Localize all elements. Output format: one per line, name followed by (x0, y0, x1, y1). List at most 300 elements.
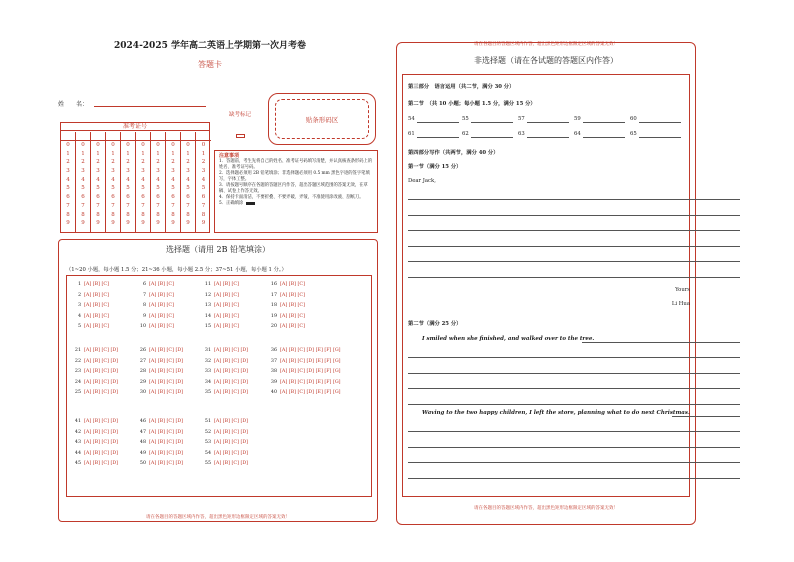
question-row (201, 348, 248, 353)
id-bubble[interactable]: 9 (66, 220, 70, 227)
question-row (136, 314, 174, 319)
id-bubble[interactable]: 7 (141, 202, 145, 209)
note-item: 1．答题前，考生先将自己的姓名、准考证号码填写清楚，并认真核查条形码上的姓名、准考证号码。 (219, 159, 373, 170)
answer-options[interactable]: [A] [B] [C] [D] (84, 358, 119, 364)
id-bubble[interactable]: 0 (201, 142, 206, 148)
answer-options[interactable]: [A] [B] [C] [D] [E] [F] [G] (280, 379, 341, 385)
answer-options[interactable]: [A] [B] [C] [D] (214, 379, 249, 385)
writing-line[interactable] (408, 462, 740, 463)
id-bubble[interactable]: 9 (186, 220, 190, 227)
writing-line[interactable] (582, 342, 740, 343)
question-row (71, 380, 118, 385)
id-bubble[interactable]: 7 (96, 202, 100, 209)
question-row (201, 314, 239, 319)
id-bubble[interactable]: 3 (156, 168, 160, 175)
answer-options[interactable]: [A] [B] [C] (280, 292, 305, 298)
question-row (267, 282, 305, 287)
id-bubble[interactable]: 9 (81, 220, 85, 227)
blank-answer-line[interactable] (639, 137, 681, 138)
id-bubble[interactable]: 6 (81, 194, 85, 201)
writing-line[interactable] (408, 199, 740, 200)
answer-options[interactable]: [A] [B] [C] [D] (149, 450, 184, 456)
id-bubble[interactable]: 7 (81, 202, 85, 209)
question-row (267, 303, 305, 308)
writing-line[interactable] (408, 404, 740, 405)
answer-options[interactable]: [A] [B] [C] (149, 324, 174, 329)
id-bubble[interactable]: 9 (156, 220, 160, 227)
answer-options[interactable]: [A] [B] [C] (214, 324, 239, 329)
question-number: 32 (204, 358, 211, 364)
answer-options[interactable]: [A] [B] [C] (280, 324, 305, 329)
question-row (136, 440, 183, 445)
answer-options[interactable]: [A] [B] [C] [D] [E] [F] [G] (280, 390, 341, 395)
id-bubble[interactable]: 0 (66, 142, 70, 148)
id-bubble[interactable]: 1 (111, 150, 115, 157)
top-warning-right: 请在各题目的答题区域内作答，超出黑色矩形边框限定区域的答案无效！ (474, 42, 618, 47)
question-number: 45 (74, 461, 81, 466)
id-write-cell[interactable] (136, 132, 150, 141)
id-bubble[interactable]: 9 (111, 220, 115, 227)
question-number: 27 (139, 358, 146, 364)
blank-number: 59 (574, 116, 581, 122)
question-number: 52 (204, 429, 211, 435)
id-bubble[interactable]: 8 (186, 211, 190, 218)
answer-options[interactable]: [A] [B] [C] (84, 324, 109, 329)
id-bubble[interactable]: 4 (186, 176, 190, 183)
id-bubble[interactable]: 3 (96, 168, 100, 175)
id-bubble[interactable]: 9 (126, 220, 130, 227)
barcode-area: 贴条形码区 (275, 99, 369, 139)
blank-answer-line[interactable] (417, 137, 459, 138)
id-bubble[interactable]: 1 (156, 150, 160, 157)
id-bubble[interactable]: 4 (171, 176, 175, 183)
question-number: 38 (270, 369, 277, 374)
question-number: 7 (142, 292, 146, 298)
answer-options[interactable]: [A] [B] [C] [D] (84, 369, 119, 374)
notes-title: 注意事项 (219, 153, 240, 159)
blank-answer-line[interactable] (527, 122, 569, 123)
question-number: 55 (204, 461, 211, 466)
question-number: 29 (139, 379, 146, 385)
answer-options[interactable]: [A] [B] [C] [D] (149, 461, 184, 466)
note-item: 2．选择题必须用 2B 铅笔填涂；非选择题必须用 0.5 mm 黑色字迹的签字笔填写，字体工整。 (219, 171, 370, 182)
notes-box (214, 150, 378, 233)
id-bubble[interactable]: 4 (96, 176, 100, 183)
answer-options[interactable]: [A] [B] [C] [D] (149, 379, 184, 385)
id-bubble[interactable]: 1 (66, 150, 70, 157)
answer-options[interactable]: [A] [B] [C] [D] [E] [F] [G] (280, 369, 341, 374)
id-bubble[interactable]: 2 (96, 159, 100, 166)
answer-options[interactable]: [A] [B] [C] (214, 292, 239, 298)
answer-options[interactable]: [A] [B] [C] (214, 303, 239, 308)
id-bubble[interactable]: 5 (186, 185, 190, 192)
id-bubble[interactable]: 8 (81, 211, 85, 218)
id-bubble[interactable]: 0 (141, 142, 145, 148)
question-row (71, 314, 109, 319)
id-bubble[interactable]: 9 (96, 220, 100, 227)
answer-options[interactable]: [A] [B] [C] [D] (84, 461, 119, 466)
id-bubble[interactable]: 1 (126, 150, 130, 157)
question-number: 20 (270, 324, 277, 329)
id-digit-column (76, 132, 91, 233)
answer-options[interactable]: [A] [B] [C] [D] (84, 390, 119, 395)
answer-options[interactable]: [A] [B] [C] [D] (214, 450, 249, 456)
answer-options[interactable]: [A] [B] [C] [D] (149, 419, 184, 424)
question-row (201, 440, 248, 445)
question-number: 23 (74, 369, 81, 374)
id-bubble[interactable]: 6 (96, 194, 100, 201)
id-bubble[interactable]: 9 (201, 220, 206, 227)
id-bubble[interactable]: 2 (81, 159, 85, 166)
id-write-cell[interactable] (106, 132, 120, 141)
id-bubble[interactable]: 3 (111, 168, 115, 175)
id-bubble[interactable]: 7 (66, 202, 70, 209)
answer-options[interactable]: [A] [B] [C] [D] (149, 429, 184, 435)
id-bubble[interactable]: 1 (96, 150, 100, 157)
answer-options[interactable]: [A] [B] [C] [D] (149, 440, 184, 445)
id-bubble[interactable]: 0 (156, 142, 160, 148)
question-row (71, 348, 118, 353)
id-bubble[interactable]: 0 (126, 142, 130, 148)
continuation-prompt-1: I smiled when she finished, and walked over to the tree. (422, 336, 595, 342)
id-bubble[interactable]: 0 (96, 142, 100, 148)
id-bubble[interactable]: 4 (141, 176, 145, 183)
id-bubble[interactable]: 5 (141, 185, 145, 192)
answer-options[interactable]: [A] [B] [C] (149, 303, 174, 308)
question-row (136, 390, 183, 395)
writing-line[interactable] (408, 230, 740, 231)
writing-line[interactable] (408, 261, 740, 262)
question-row (267, 314, 305, 319)
question-number: 49 (139, 450, 146, 456)
id-bubble[interactable]: 2 (186, 159, 190, 166)
id-bubble[interactable]: 8 (141, 211, 145, 218)
id-bubble[interactable]: 8 (156, 211, 160, 218)
id-bubble[interactable]: 8 (96, 211, 100, 218)
answer-options[interactable]: [A] [B] [C] (280, 313, 305, 319)
answer-options[interactable]: [A] [B] [C] (280, 303, 305, 308)
writing1-heading: 第一节（满分 15 分） (408, 164, 462, 170)
writing-line[interactable] (672, 416, 740, 417)
answer-options[interactable]: [A] [B] [C] [D] (84, 348, 119, 353)
blank-answer-line[interactable] (417, 122, 459, 123)
id-write-cell[interactable] (166, 132, 180, 141)
id-bubble[interactable]: 2 (126, 159, 130, 166)
id-bubble[interactable]: 2 (141, 159, 145, 166)
id-bubble[interactable]: 1 (201, 150, 206, 157)
id-bubble[interactable]: 2 (156, 159, 160, 166)
question-row (201, 369, 248, 374)
question-number: 35 (204, 390, 211, 395)
writing-line[interactable] (408, 246, 740, 247)
part4-heading: 第四部分写作（共两节，满分 40 分） (408, 150, 499, 156)
question-number: 8 (142, 303, 146, 308)
question-row (267, 348, 341, 353)
id-bubble[interactable]: 7 (126, 202, 130, 209)
answer-options[interactable]: [A] [B] [C] [D] (214, 369, 249, 374)
question-row (267, 390, 341, 395)
id-bubble[interactable]: 2 (66, 159, 70, 166)
answer-options[interactable]: [A] [B] [C] [D] (214, 348, 249, 353)
question-number: 16 (270, 282, 277, 287)
answer-options[interactable]: [A] [B] [C] [D] (214, 429, 249, 435)
id-bubble[interactable]: 5 (81, 185, 85, 192)
question-row (71, 282, 109, 287)
id-bubble[interactable]: 8 (201, 211, 206, 218)
blank-number: 54 (408, 116, 415, 122)
question-number: 13 (204, 303, 211, 308)
id-bubble[interactable]: 0 (81, 142, 85, 148)
id-write-cell[interactable] (121, 132, 135, 141)
question-number: 51 (204, 419, 211, 424)
absent-checkbox[interactable] (236, 134, 245, 138)
answer-options[interactable]: [A] [B] [C] (280, 282, 305, 287)
id-bubble[interactable]: 5 (201, 185, 206, 192)
answer-options[interactable]: [A] [B] [C] [D] (84, 440, 119, 445)
question-number: 46 (139, 419, 146, 424)
id-bubble[interactable]: 7 (171, 202, 175, 209)
id-bubble[interactable]: 7 (201, 202, 206, 209)
id-bubble[interactable]: 2 (171, 159, 175, 166)
id-bubble[interactable]: 3 (81, 168, 85, 175)
answer-options[interactable]: [A] [B] [C] (214, 313, 239, 319)
id-bubble[interactable]: 4 (126, 176, 130, 183)
question-row (267, 369, 341, 374)
id-digit-column (181, 132, 196, 233)
id-bubble[interactable]: 3 (171, 168, 175, 175)
continuation-prompt-2: Waving to the two happy children, I left the store, planning what to do next Christmas. (422, 410, 690, 416)
question-number: 39 (270, 379, 277, 385)
id-bubble[interactable]: 5 (66, 185, 70, 192)
id-bubble[interactable]: 1 (186, 150, 190, 157)
question-number: 19 (270, 313, 277, 319)
answer-options[interactable]: [A] [B] [C] [D] (84, 419, 119, 424)
answer-options[interactable]: [A] [B] [C] [D] (149, 390, 184, 395)
question-row (136, 451, 183, 456)
id-digit-column (61, 132, 76, 233)
blank-answer-line[interactable] (583, 137, 625, 138)
id-bubble[interactable]: 3 (141, 168, 145, 175)
section2-heading: 第二节 （共 10 小题；每小题 1.5 分，满分 15 分） (408, 101, 536, 107)
id-bubble[interactable]: 3 (126, 168, 130, 175)
question-number: 31 (204, 348, 211, 353)
id-write-cell[interactable] (151, 132, 165, 141)
question-row (71, 430, 118, 435)
id-bubble[interactable]: 8 (126, 211, 130, 218)
answer-options[interactable]: [A] [B] [C] [D] (214, 390, 249, 395)
id-bubble[interactable]: 6 (156, 194, 160, 201)
blank-answer-line[interactable] (471, 137, 513, 138)
id-bubble[interactable]: 0 (171, 142, 175, 148)
bottom-warning-left: 请在各题目的答题区域内作答，超出黑色矩形边框限定区域的答案无效！ (146, 515, 290, 520)
question-number: 36 (270, 348, 277, 353)
id-bubble[interactable]: 6 (186, 194, 190, 201)
question-row (136, 324, 174, 329)
exam-title: 2024-2025 学年高二英语上学期第一次月考卷 (114, 41, 306, 51)
question-row (136, 369, 183, 374)
id-bubble[interactable]: 4 (66, 176, 70, 183)
answer-options[interactable]: [A] [B] [C] (84, 292, 109, 298)
id-bubble[interactable]: 8 (111, 211, 115, 218)
name-field[interactable] (94, 106, 206, 107)
student-id-grid (60, 122, 210, 233)
writing-line[interactable] (408, 373, 740, 374)
id-bubble[interactable]: 1 (171, 150, 175, 157)
blank-number: 57 (518, 116, 525, 122)
id-bubble[interactable]: 4 (111, 176, 115, 183)
answer-options[interactable]: [A] [B] [C] [D] (84, 450, 119, 456)
writing-line[interactable] (408, 478, 740, 479)
id-bubble[interactable]: 6 (111, 194, 115, 201)
question-row (201, 419, 248, 424)
blank-number: 63 (518, 131, 525, 137)
question-row (71, 451, 118, 456)
answer-options[interactable]: [A] [B] [C] (214, 282, 239, 287)
answer-options[interactable]: [A] [B] [C] [D] (214, 461, 249, 466)
question-area (66, 275, 372, 497)
writing-line[interactable] (408, 215, 740, 216)
id-bubble[interactable]: 0 (186, 142, 190, 148)
answer-options[interactable]: [A] [B] [C] (84, 303, 109, 308)
writing-line[interactable] (408, 447, 740, 448)
question-row (201, 324, 239, 329)
question-row (136, 430, 183, 435)
question-row (201, 380, 248, 385)
filled-mark-example (246, 202, 255, 205)
question-row (71, 324, 109, 329)
id-bubble[interactable]: 7 (111, 202, 115, 209)
id-bubble[interactable]: 3 (66, 168, 70, 175)
question-number: 42 (74, 429, 81, 435)
note-item: 3．请按题号顺序在各题的答题区内作答，超出答题区域范围的答案无效，在草稿、试卷上作答无效。 (219, 183, 368, 194)
question-row (201, 303, 239, 308)
question-number: 3 (77, 303, 81, 308)
writing-line[interactable] (408, 431, 740, 432)
question-number: 24 (74, 379, 81, 385)
multiple-choice-instruction: （1~20 小题，每小题 1.5 分；21~36 小题，每小题 2.5 分；37~51 小题，每小题 1 分。） (66, 267, 287, 273)
question-row (136, 282, 174, 287)
question-row (71, 419, 118, 424)
id-bubble[interactable]: 7 (156, 202, 160, 209)
question-row (71, 293, 109, 298)
blank-number: 62 (462, 131, 469, 137)
id-write-cell[interactable] (181, 132, 195, 141)
blank-answer-line[interactable] (471, 122, 513, 123)
blank-answer-line[interactable] (639, 122, 681, 123)
answer-options[interactable]: [A] [B] [C] [D] (149, 369, 184, 374)
id-bubble[interactable]: 5 (171, 185, 175, 192)
question-row (71, 303, 109, 308)
answer-options[interactable]: [A] [B] [C] [D] [E] [F] [G] (280, 358, 341, 364)
answer-options[interactable]: [A] [B] [C] [D] (84, 429, 119, 435)
id-bubble[interactable]: 1 (141, 150, 145, 157)
id-bubble[interactable]: 5 (126, 185, 130, 192)
answer-options[interactable]: [A] [B] [C] (149, 282, 174, 287)
id-bubble[interactable]: 8 (171, 211, 175, 218)
id-bubble[interactable]: 5 (111, 185, 115, 192)
id-digit-column (136, 132, 151, 233)
question-number: 6 (142, 282, 146, 287)
blank-answer-line[interactable] (527, 137, 569, 138)
question-number: 28 (139, 369, 146, 374)
id-bubble[interactable]: 6 (126, 194, 130, 201)
question-number: 47 (139, 429, 146, 435)
question-number: 41 (74, 419, 81, 424)
id-bubble[interactable]: 4 (81, 176, 85, 183)
fill-example-label: 5．正确填涂 (219, 201, 244, 206)
question-row (201, 430, 248, 435)
multiple-choice-title: 选择题（请用 2B 铅笔填涂） (165, 245, 271, 254)
question-row (136, 303, 174, 308)
answer-options[interactable]: [A] [B] [C] [D] [E] [F] [G] (280, 348, 341, 353)
question-number: 53 (204, 440, 211, 445)
id-write-cell[interactable] (76, 132, 90, 141)
answer-options[interactable]: [A] [B] [C] [D] (214, 419, 249, 424)
id-bubble[interactable]: 9 (171, 220, 175, 227)
writing-line[interactable] (408, 357, 740, 358)
answer-options[interactable]: [A] [B] [C] [D] (149, 358, 184, 364)
id-bubble[interactable]: 5 (156, 185, 160, 192)
writing-line[interactable] (408, 388, 740, 389)
letter-signature: Li Hua (671, 301, 690, 307)
id-write-cell[interactable] (196, 132, 211, 141)
question-number: 4 (77, 313, 81, 319)
answer-options[interactable]: [A] [B] [C] [D] (149, 348, 184, 353)
answer-options[interactable]: [A] [B] [C] [D] (84, 379, 119, 385)
writing-line[interactable] (408, 277, 740, 278)
id-bubble[interactable]: 2 (201, 159, 206, 166)
id-bubble[interactable]: 7 (186, 202, 190, 209)
question-number: 1 (77, 282, 81, 287)
id-bubble[interactable]: 6 (171, 194, 175, 201)
question-row (201, 461, 248, 466)
id-bubble[interactable]: 8 (66, 211, 70, 218)
student-id-title: 准考证号 (60, 122, 210, 131)
id-write-cell[interactable] (61, 132, 75, 141)
id-bubble[interactable]: 0 (111, 142, 115, 148)
id-bubble[interactable]: 6 (201, 194, 206, 201)
part3-heading: 第三部分 语言运用（共二节，满分 30 分） (408, 84, 515, 90)
id-bubble[interactable]: 6 (66, 194, 70, 201)
answer-options[interactable]: [A] [B] [C] [D] (214, 358, 249, 364)
answer-options[interactable]: [A] [B] [C] (84, 313, 109, 319)
id-digit-column (91, 132, 106, 233)
question-number: 37 (270, 358, 277, 364)
id-bubble[interactable]: 5 (96, 185, 100, 192)
blank-number: 64 (574, 131, 581, 137)
id-bubble[interactable]: 1 (81, 150, 85, 157)
question-number: 44 (74, 450, 81, 456)
blank-answer-line[interactable] (583, 122, 625, 123)
id-bubble[interactable]: 4 (156, 176, 160, 183)
id-bubble[interactable]: 6 (141, 194, 145, 201)
id-bubble[interactable]: 2 (111, 159, 115, 166)
id-bubble[interactable]: 3 (201, 168, 206, 175)
id-bubble[interactable]: 4 (201, 176, 206, 183)
id-write-cell[interactable] (91, 132, 105, 141)
answer-options[interactable]: [A] [B] [C] (84, 282, 109, 287)
id-bubble[interactable]: 9 (141, 220, 145, 227)
question-row (71, 390, 118, 395)
id-bubble[interactable]: 3 (186, 168, 190, 175)
absent-label: 缺考标记 (228, 112, 251, 118)
question-row (71, 359, 118, 364)
answer-options[interactable]: [A] [B] [C] [D] (214, 440, 249, 445)
question-number: 14 (204, 313, 211, 319)
answer-options[interactable]: [A] [B] [C] (149, 292, 174, 298)
answer-options[interactable]: [A] [B] [C] (149, 313, 174, 319)
question-number: 18 (270, 303, 277, 308)
